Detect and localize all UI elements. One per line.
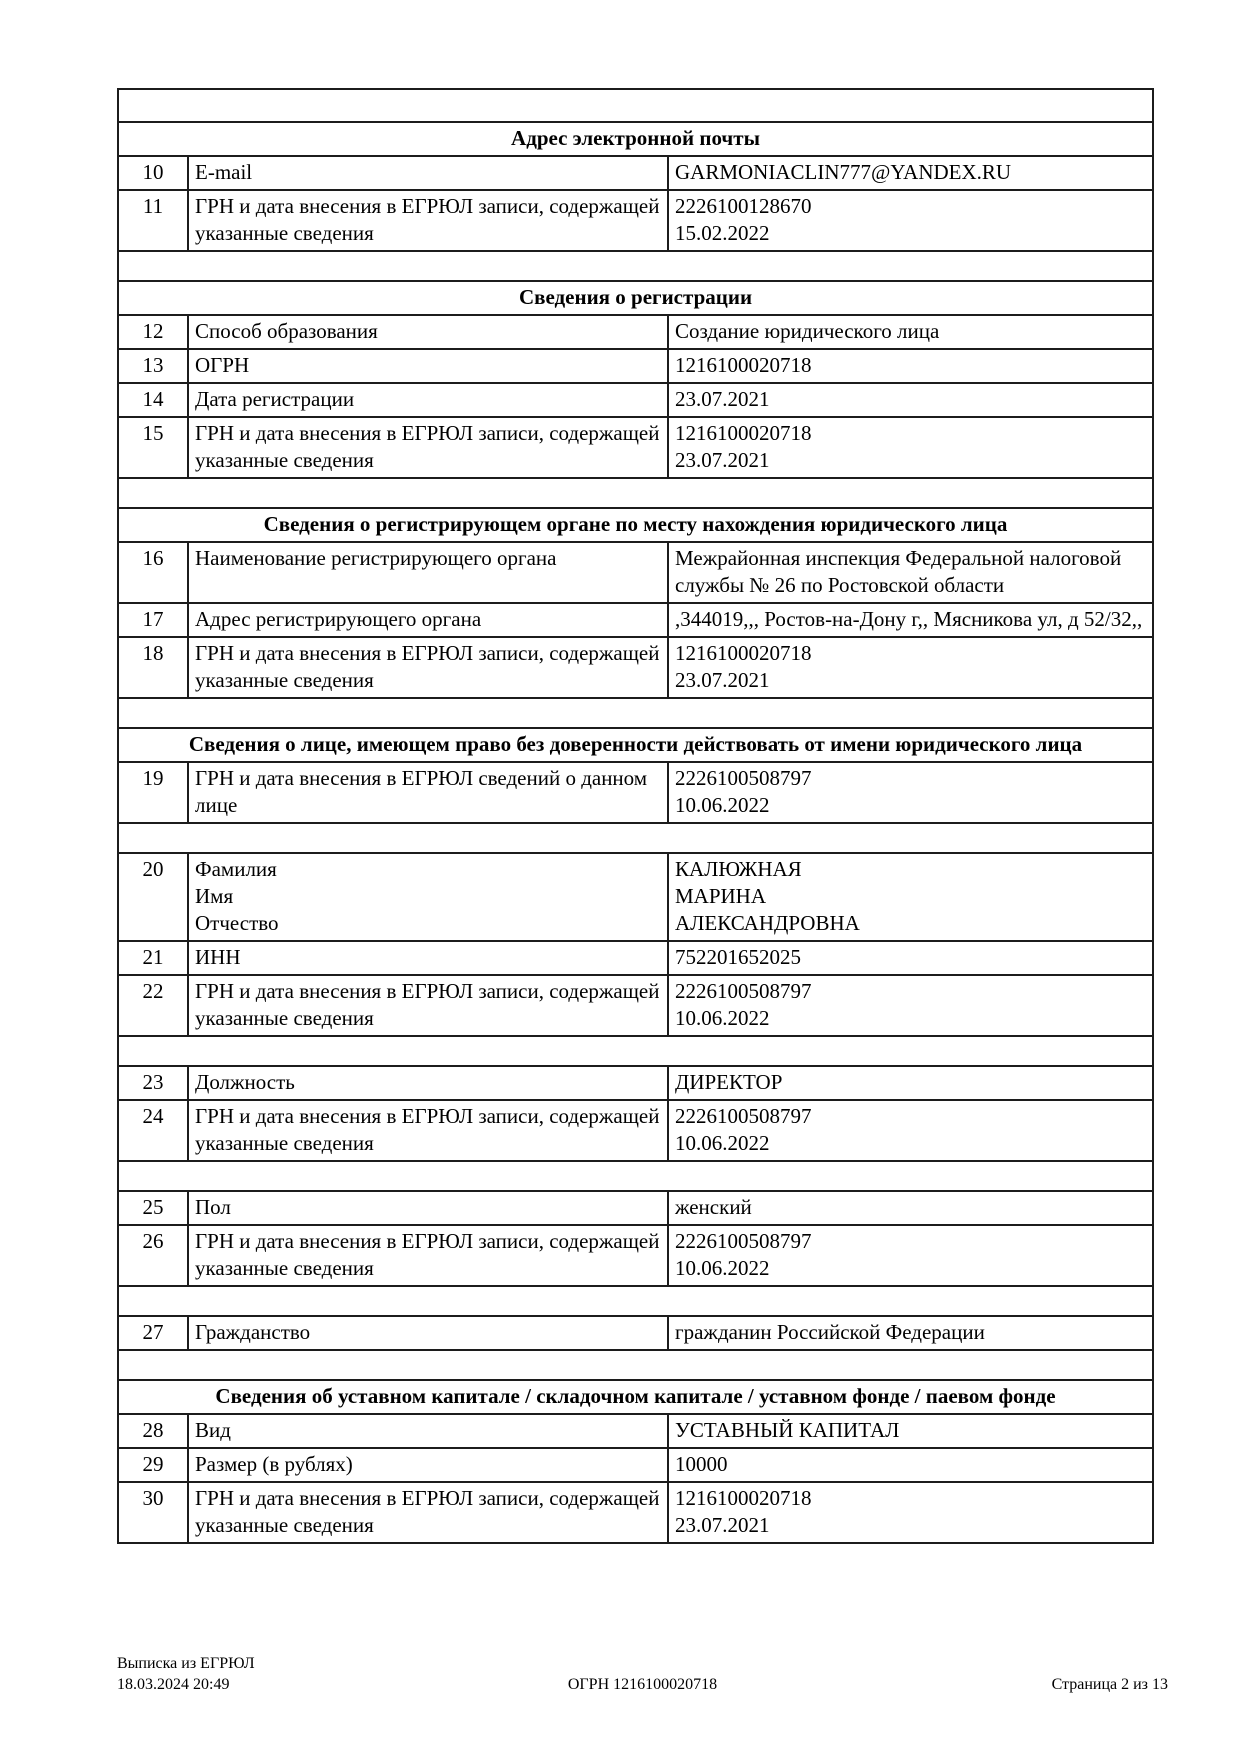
- row-number: 29: [118, 1448, 188, 1482]
- row-number: 11: [118, 190, 188, 251]
- table-row: [118, 156, 1153, 190]
- table-row: [118, 1316, 1153, 1350]
- spacer-cell: [118, 1286, 1153, 1316]
- row-value-line: 15.02.2022: [675, 221, 770, 245]
- spacer-row: [118, 478, 1153, 508]
- row-value-line: Создание юридического лица: [675, 319, 940, 343]
- row-label: [188, 1448, 668, 1482]
- row-value: [668, 1100, 1153, 1161]
- row-number: 18: [118, 637, 188, 698]
- row-label: [188, 349, 668, 383]
- row-label: [188, 190, 668, 251]
- row-number: 24: [118, 1100, 188, 1161]
- spacer-cell: [118, 1036, 1153, 1066]
- row-label-line: ГРН и дата внесения в ЕГРЮЛ записи, содержащей указанные сведения: [195, 979, 660, 1030]
- egrul-table-body: [118, 89, 1153, 1543]
- row-label: [188, 941, 668, 975]
- row-number: 12: [118, 315, 188, 349]
- row-value: [668, 542, 1153, 603]
- section-header: Сведения о регистрирующем органе по месту нахождения юридического лица: [118, 508, 1153, 542]
- row-number: 14: [118, 383, 188, 417]
- section-header: Сведения о регистрации: [118, 281, 1153, 315]
- row-label: [188, 637, 668, 698]
- spacer-cell: [118, 478, 1153, 508]
- row-value-line: 1216100020718: [675, 353, 812, 377]
- row-value-line: 10000: [675, 1452, 728, 1476]
- row-label: [188, 1316, 668, 1350]
- table-row: [118, 417, 1153, 478]
- section-header: Адрес электронной почты: [118, 122, 1153, 156]
- row-label-line: Размер (в рублях): [195, 1452, 353, 1476]
- row-label: [188, 1066, 668, 1100]
- spacer-cell: [118, 89, 1153, 122]
- row-label-line: ИНН: [195, 945, 241, 969]
- row-label-line: Наименование регистрирующего органа: [195, 546, 557, 570]
- spacer-row: [118, 1286, 1153, 1316]
- section-header: Сведения о лице, имеющем право без доверенности действовать от имени юридического лица: [118, 728, 1153, 762]
- table-row: [118, 1100, 1153, 1161]
- row-value-line: УСТАВНЫЙ КАПИТАЛ: [675, 1418, 900, 1442]
- page-footer: [117, 1653, 1168, 1695]
- row-value: [668, 975, 1153, 1036]
- row-value: [668, 1482, 1153, 1543]
- row-value-line: 1216100020718: [675, 641, 812, 665]
- row-value-line: ,344019,,, Ростов-на-Дону г,, Мясникова ул, д 52/32,,: [675, 607, 1143, 631]
- table-row: [118, 1191, 1153, 1225]
- row-number: 30: [118, 1482, 188, 1543]
- row-value: [668, 1414, 1153, 1448]
- row-label: [188, 542, 668, 603]
- row-value-line: 10.06.2022: [675, 1131, 770, 1155]
- row-value: [668, 417, 1153, 478]
- row-value: [668, 383, 1153, 417]
- footer-page-number: Страница 2 из 13: [1051, 1676, 1168, 1693]
- row-value-line: GARMONIACLIN777@YANDEX.RU: [675, 160, 1012, 184]
- spacer-cell: [118, 698, 1153, 728]
- row-value-line: 23.07.2021: [675, 1513, 770, 1537]
- row-number: 26: [118, 1225, 188, 1286]
- table-row: [118, 853, 1153, 941]
- row-value-line: 1216100020718: [675, 421, 812, 445]
- row-value: [668, 315, 1153, 349]
- row-value-line: МАРИНА: [675, 884, 767, 908]
- row-value: [668, 853, 1153, 941]
- row-value-line: 2226100508797: [675, 1229, 812, 1253]
- row-value: [668, 190, 1153, 251]
- row-label-line: Способ образования: [195, 319, 378, 343]
- row-label-line: ГРН и дата внесения в ЕГРЮЛ записи, содержащей указанные сведения: [195, 421, 660, 472]
- row-label: [188, 1100, 668, 1161]
- row-number: 16: [118, 542, 188, 603]
- row-value: [668, 1225, 1153, 1286]
- row-label-line: ГРН и дата внесения в ЕГРЮЛ записи, содержащей указанные сведения: [195, 1104, 660, 1155]
- row-label: [188, 762, 668, 823]
- row-label: [188, 1225, 668, 1286]
- spacer-row: [118, 89, 1153, 122]
- spacer-row: [118, 251, 1153, 281]
- section-header: Сведения об уставном капитале / складочном капитале / уставном фонде / паевом фонде: [118, 1380, 1153, 1414]
- row-label: [188, 603, 668, 637]
- footer-datetime: 18.03.2024 20:49: [117, 1676, 230, 1693]
- spacer-cell: [118, 823, 1153, 853]
- row-value-line: 23.07.2021: [675, 387, 770, 411]
- row-value-line: женский: [675, 1195, 752, 1219]
- spacer-row: [118, 698, 1153, 728]
- row-label: [188, 156, 668, 190]
- row-label-line: Должность: [195, 1070, 295, 1094]
- row-label-line: ГРН и дата внесения в ЕГРЮЛ записи, содержащей указанные сведения: [195, 641, 660, 692]
- row-value-line: 2226100128670: [675, 194, 812, 218]
- row-value-line: 23.07.2021: [675, 448, 770, 472]
- table-row: [118, 1414, 1153, 1448]
- footer-meta-line: [117, 1674, 1168, 1695]
- row-label-line: Фамилия: [195, 857, 277, 881]
- row-label: [188, 1482, 668, 1543]
- row-value: [668, 1191, 1153, 1225]
- row-number: 27: [118, 1316, 188, 1350]
- row-label: [188, 1414, 668, 1448]
- row-label: [188, 315, 668, 349]
- row-number: 20: [118, 853, 188, 941]
- row-value-line: 2226100508797: [675, 1104, 812, 1128]
- table-row: [118, 349, 1153, 383]
- spacer-cell: [118, 1350, 1153, 1380]
- row-value-line: 2226100508797: [675, 766, 812, 790]
- table-row: [118, 1448, 1153, 1482]
- row-value-line: 10.06.2022: [675, 1256, 770, 1280]
- row-value: [668, 603, 1153, 637]
- section-header-row: [118, 508, 1153, 542]
- row-label: [188, 853, 668, 941]
- table-row: [118, 383, 1153, 417]
- row-number: 23: [118, 1066, 188, 1100]
- table-row: [118, 762, 1153, 823]
- row-label: [188, 1191, 668, 1225]
- row-label-line: Пол: [195, 1195, 231, 1219]
- row-label-line: ОГРН: [195, 353, 250, 377]
- row-value: [668, 762, 1153, 823]
- spacer-row: [118, 1161, 1153, 1191]
- row-value: [668, 1066, 1153, 1100]
- table-row: [118, 1225, 1153, 1286]
- row-number: 21: [118, 941, 188, 975]
- row-value-line: 23.07.2021: [675, 668, 770, 692]
- row-label-line: Отчество: [195, 911, 279, 935]
- row-label-line: ГРН и дата внесения в ЕГРЮЛ записи, содержащей указанные сведения: [195, 1486, 660, 1537]
- row-value: [668, 941, 1153, 975]
- row-label: [188, 417, 668, 478]
- row-value-line: ДИРЕКТОР: [675, 1070, 783, 1094]
- egrul-table: [117, 88, 1154, 1544]
- spacer-row: [118, 823, 1153, 853]
- section-header-row: [118, 1380, 1153, 1414]
- row-number: 15: [118, 417, 188, 478]
- row-value: [668, 156, 1153, 190]
- row-label-line: Адрес регистрирующего органа: [195, 607, 482, 631]
- section-header-row: [118, 728, 1153, 762]
- row-value-line: 752201652025: [675, 945, 801, 969]
- row-number: 25: [118, 1191, 188, 1225]
- table-row: [118, 603, 1153, 637]
- row-number: 17: [118, 603, 188, 637]
- row-label-line: E-mail: [195, 160, 253, 184]
- spacer-row: [118, 1350, 1153, 1380]
- row-value: [668, 637, 1153, 698]
- table-row: [118, 975, 1153, 1036]
- row-value: [668, 1316, 1153, 1350]
- table-row: [118, 315, 1153, 349]
- row-value-line: КАЛЮЖНАЯ: [675, 857, 802, 881]
- section-header-row: [118, 281, 1153, 315]
- spacer-cell: [118, 1161, 1153, 1191]
- row-label-line: Гражданство: [195, 1320, 311, 1344]
- table-row: [118, 637, 1153, 698]
- spacer-cell: [118, 251, 1153, 281]
- row-value-line: 1216100020718: [675, 1486, 812, 1510]
- row-label: [188, 975, 668, 1036]
- row-value-line: 10.06.2022: [675, 1006, 770, 1030]
- row-value-line: АЛЕКСАНДРОВНА: [675, 911, 860, 935]
- row-number: 19: [118, 762, 188, 823]
- row-label-line: Вид: [195, 1418, 231, 1442]
- row-number: 22: [118, 975, 188, 1036]
- row-number: 13: [118, 349, 188, 383]
- row-number: 28: [118, 1414, 188, 1448]
- spacer-row: [118, 1036, 1153, 1066]
- row-value-line: гражданин Российской Федерации: [675, 1320, 985, 1344]
- row-label-line: Имя: [195, 884, 234, 908]
- row-value-line: 2226100508797: [675, 979, 812, 1003]
- table-row: [118, 1066, 1153, 1100]
- table-row: [118, 941, 1153, 975]
- table-row: [118, 190, 1153, 251]
- row-label-line: ГРН и дата внесения в ЕГРЮЛ сведений о данном лице: [195, 766, 648, 817]
- row-value-line: 10.06.2022: [675, 793, 770, 817]
- row-number: 10: [118, 156, 188, 190]
- row-label-line: ГРН и дата внесения в ЕГРЮЛ записи, содержащей указанные сведения: [195, 194, 660, 245]
- row-label-line: ГРН и дата внесения в ЕГРЮЛ записи, содержащей указанные сведения: [195, 1229, 660, 1280]
- table-row: [118, 542, 1153, 603]
- row-value: [668, 349, 1153, 383]
- row-label-line: Дата регистрации: [195, 387, 355, 411]
- footer-doc-name: Выписка из ЕГРЮЛ: [117, 1655, 255, 1672]
- footer-ogrn: ОГРН 1216100020718: [567, 1676, 718, 1693]
- section-header-row: [118, 122, 1153, 156]
- row-value: [668, 1448, 1153, 1482]
- row-label: [188, 383, 668, 417]
- row-value-line: Межрайонная инспекция Федеральной налоговой службы № 26 по Ростовской области: [675, 546, 1122, 597]
- table-row: [118, 1482, 1153, 1543]
